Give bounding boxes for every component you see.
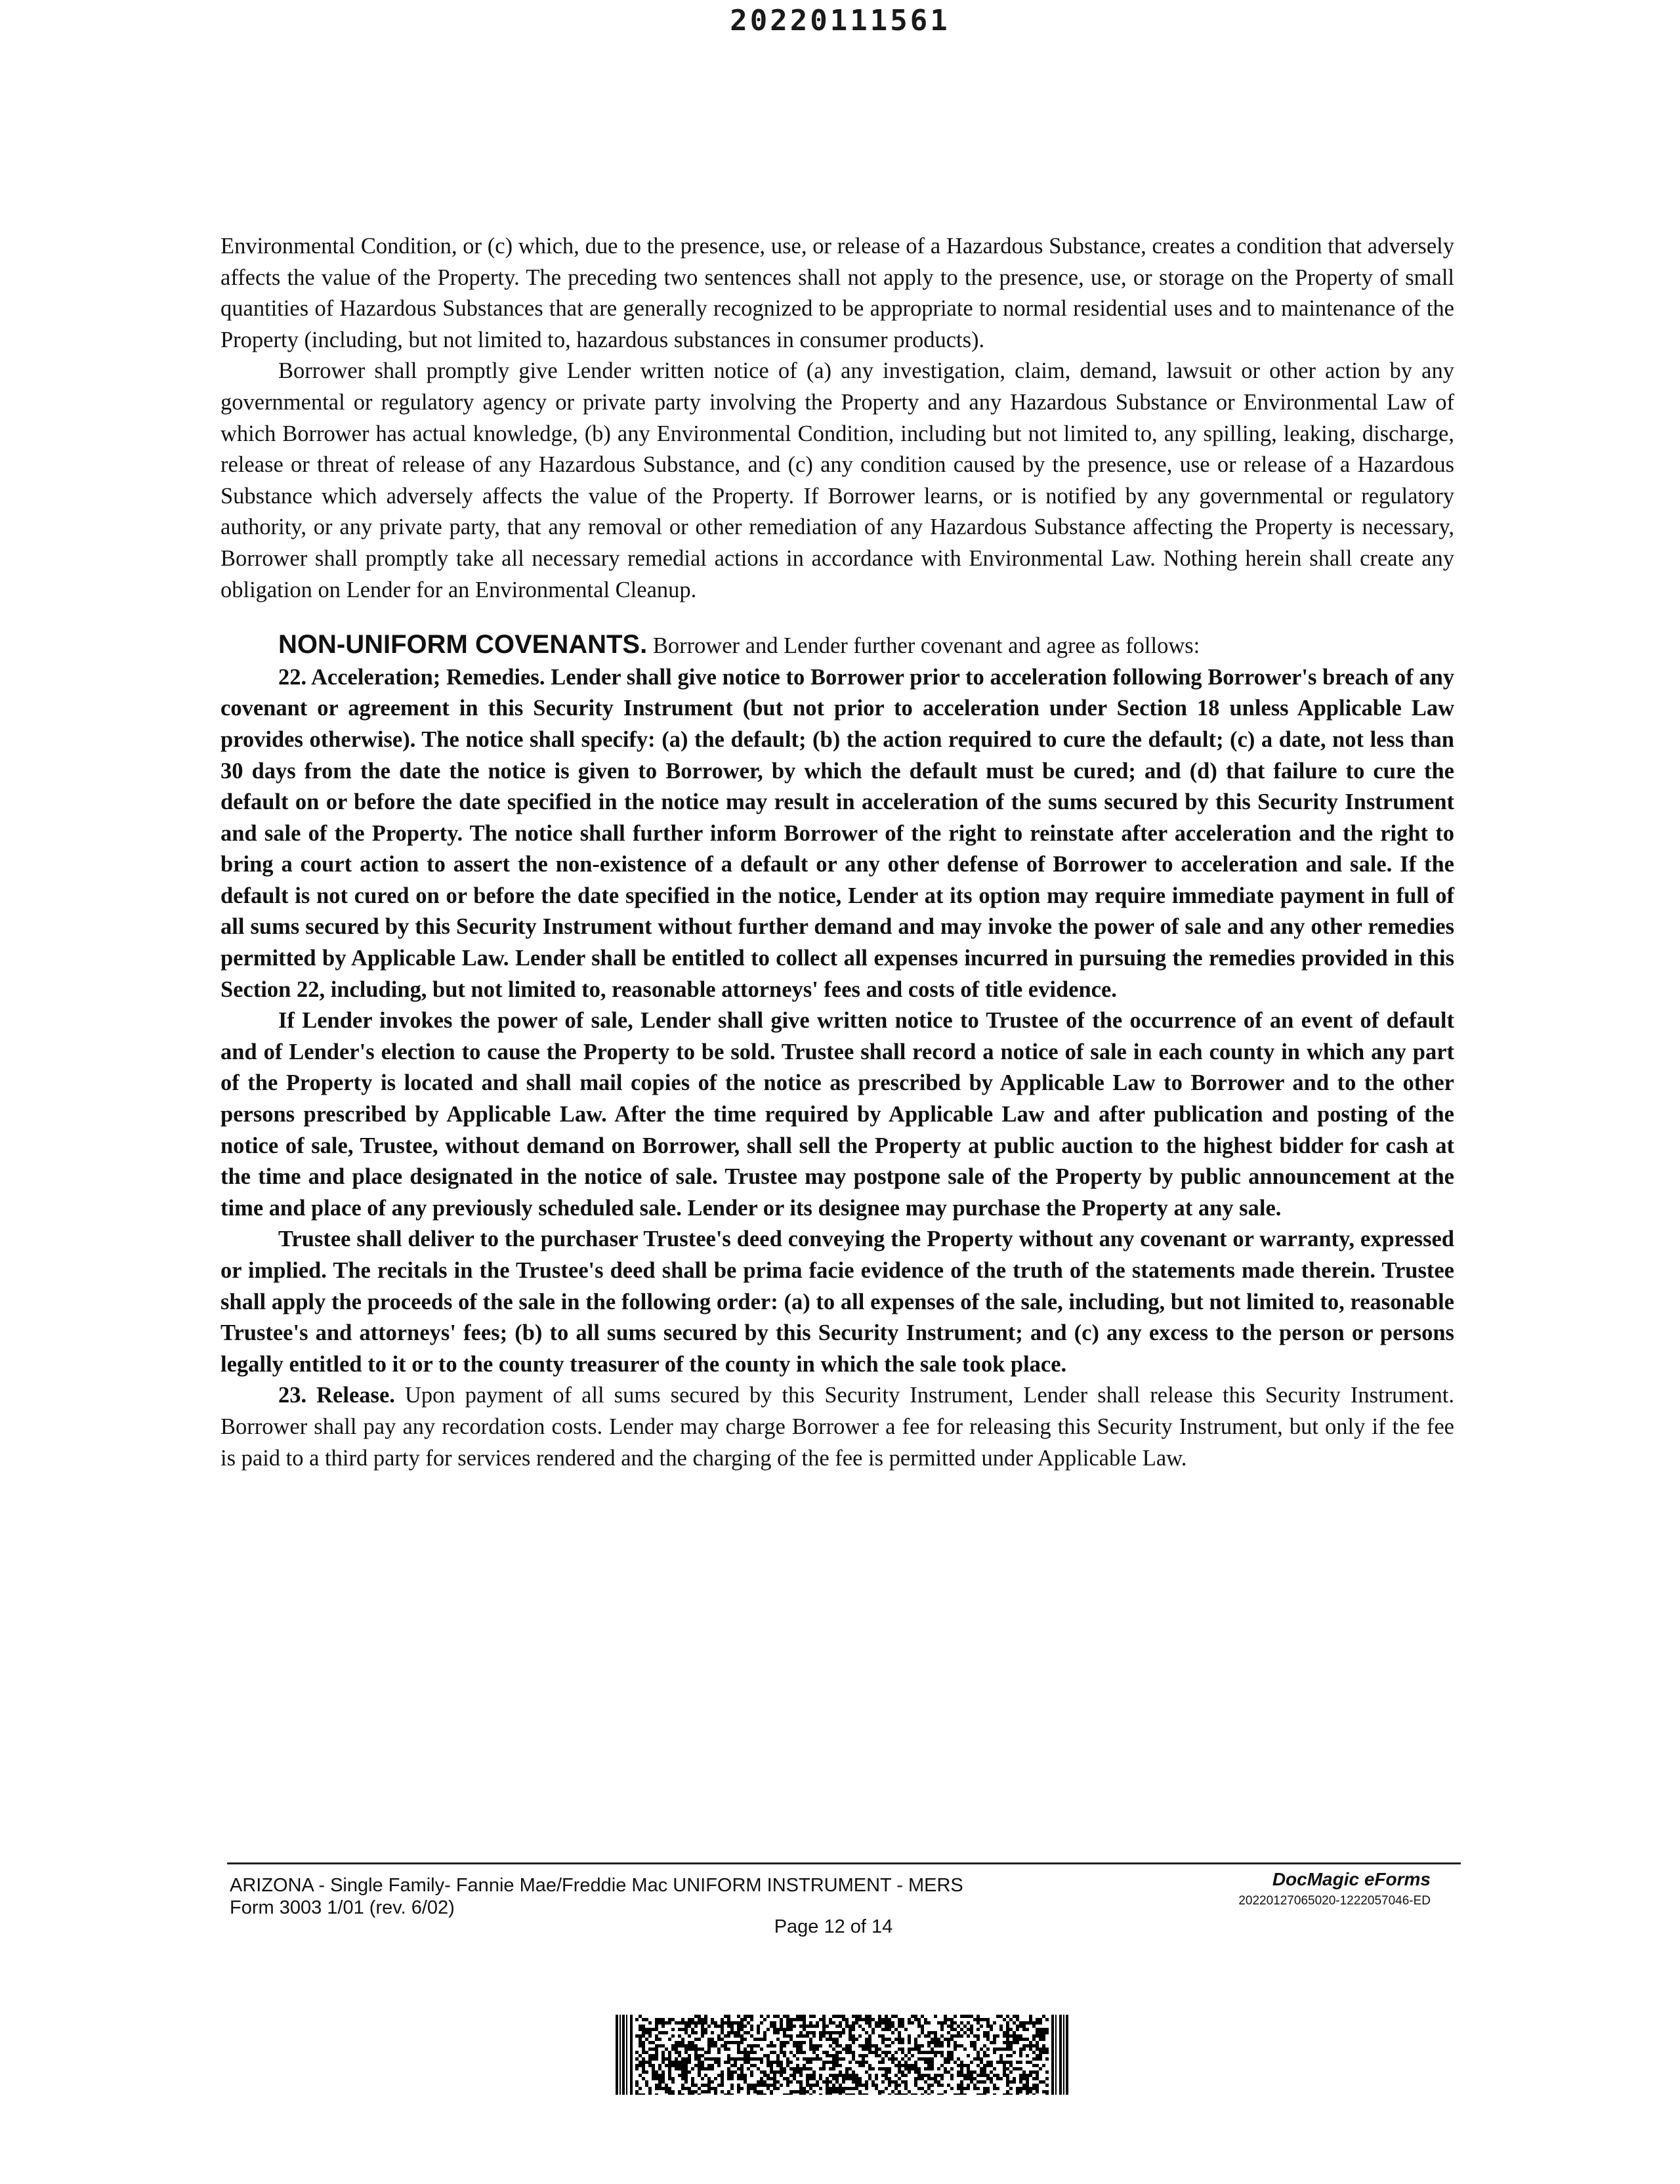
page-number-label: Page 12 of 14: [774, 1916, 893, 1937]
document-body: [220, 231, 1454, 1474]
footer-form-number: Form 3003 1/01 (rev. 6/02): [230, 1897, 455, 1918]
section-22-heading: 22. Acceleration; Remedies.: [278, 664, 545, 690]
non-uniform-covenants-heading: NON-UNIFORM COVENANTS.: [278, 630, 648, 660]
paragraph-power-of-sale: If Lender invokes the power of sale, Lender shall give written notice to Trustee of the occurrence of an event of default and of Lender's election to cause the Property to be sold. Trustee shall record a notice of sale in each county in which any part of the Property is located and shall mail copies of the notice as prescribed by Applicable Law to Borrower and to the other persons prescribed by Applicable Law. After the time required by Applicable Law and after publication and posting of the notice of sale, Trustee, without demand on Borrower, shall sell the Property at public auction to the highest bidder for cash at the time and place designated in the notice of sale. Trustee may postpone sale of the Property by public announcement at the time and place of any previously scheduled sale. Lender or its designee may purchase the Property at any sale.: [220, 1008, 1454, 1221]
paragraph-trustee-deed: Trustee shall deliver to the purchaser Trustee's deed conveying the Property without any covenant or warranty, expressed or implied. The recitals in the Trustee's deed shall be prima facie evidence of the truth of the statements made therein. Trustee shall apply the proceeds of the sale in the following order: (a) to all expenses of the sale, including, but not limited to, reasonable Trustee's and attorneys' fees; (b) to all sums secured by this Security Instrument; and (c) any excess to the person or persons legally entitled to it or to the county treasurer of the county in which the sale took place.: [220, 1227, 1454, 1377]
non-uniform-covenants-text: Borrower and Lender further covenant and agree as follows:: [647, 633, 1200, 659]
docmagic-logo: DocMagic eForms: [1272, 1869, 1431, 1889]
footer-document-code: 20220127065020-1222057046-ED: [1238, 1894, 1431, 1908]
section-22-text: Lender shall give notice to Borrower prior to acceleration following Borrower's breach of any covenant or agreement in this Security Instrument (but not prior to acceleration under Section 18 unless Applicable Law provides otherwise). The notice shall specify: (a) the default; (b) the action required to cure the default; (c) a date, not less than 30 days from the date the notice is given to Borrower, by which the default must be cured; and (d) that failure to cure the default on or before the date specified in the notice may result in acceleration of the sums secured by this Security Instrument and sale of the Property. The notice shall further inform Borrower of the right to reinstate after acceleration and the right to bring a court action to assert the non-existence of a default or any other defense of Borrower to acceleration and sale. If the default is not cured on or before the date specified in the notice, Lender at its option may require immediate payment in full of all sums secured by this Security Instrument without further demand and may invoke the power of sale and any other remedies permitted by Applicable Law. Lender shall be entitled to collect all expenses incurred in pursuing the remedies provided in this Section 22, including, but not limited to, reasonable attorneys' fees and costs of title evidence.: [220, 664, 1455, 1002]
non-uniform-covenants-intro: [220, 629, 1454, 662]
section-22-acceleration-remedies: [220, 662, 1454, 1006]
footer-form-info: [230, 1874, 963, 1919]
footer-form-title: ARIZONA - Single Family- Fannie Mae/Freddie Mac UNIFORM INSTRUMENT - MERS: [230, 1875, 963, 1896]
page-number: [0, 1916, 1680, 1938]
paragraph-borrower-notice: Borrower shall promptly give Lender written notice of (a) any investigation, claim, demand, lawsuit or other action by any governmental or regulatory agency or private party involving the Property and any Hazardous Substance or Environmental Law of which Borrower has actual knowledge, (b) any Environmental Condition, including but not limited to, any spilling, leaking, discharge, release or threat of release of any Hazardous Substance, and (c) any condition caused by the presence, use or release of a Hazardous Substance which adversely affects the value of the Property. If Borrower learns, or is notified by any governmental or regulatory authority, or any private party, that any removal or other remediation of any Hazardous Substance affecting the Property is necessary, Borrower shall promptly take all necessary remedial actions in accordance with Environmental Law. Nothing herein shall create any obligation on Lender for an Environmental Cleanup.: [220, 358, 1454, 602]
section-23-heading: 23. Release.: [278, 1383, 395, 1408]
section-23-release: [220, 1380, 1454, 1474]
section-23-text: Upon payment of all sums secured by this Security Instrument, Lender shall release this Security Instrument. Borrower shall pay any recordation costs. Lender may charge Borrower a fee for releasing this Security Instrument, but only if the fee is paid to a third party for services rendered and the charging of the fee is permitted under Applicable Law.: [220, 1383, 1454, 1471]
document-number: 20220111561: [730, 4, 950, 37]
footer-divider: [227, 1862, 1461, 1864]
barcode-icon: [616, 2015, 1068, 2095]
paragraph-environmental-condition: Environmental Condition, or (c) which, due to the presence, use, or release of a Hazardous Substance, creates a condition that adversely affects the value of the Property. The preceding two sentences shall not apply to the presence, use, or storage on the Property of small quantities of Hazardous Substances that are generally recognized to be appropriate to normal residential uses and to maintenance of the Property (including, but not limited to, hazardous substances in consumer products).: [220, 234, 1454, 352]
